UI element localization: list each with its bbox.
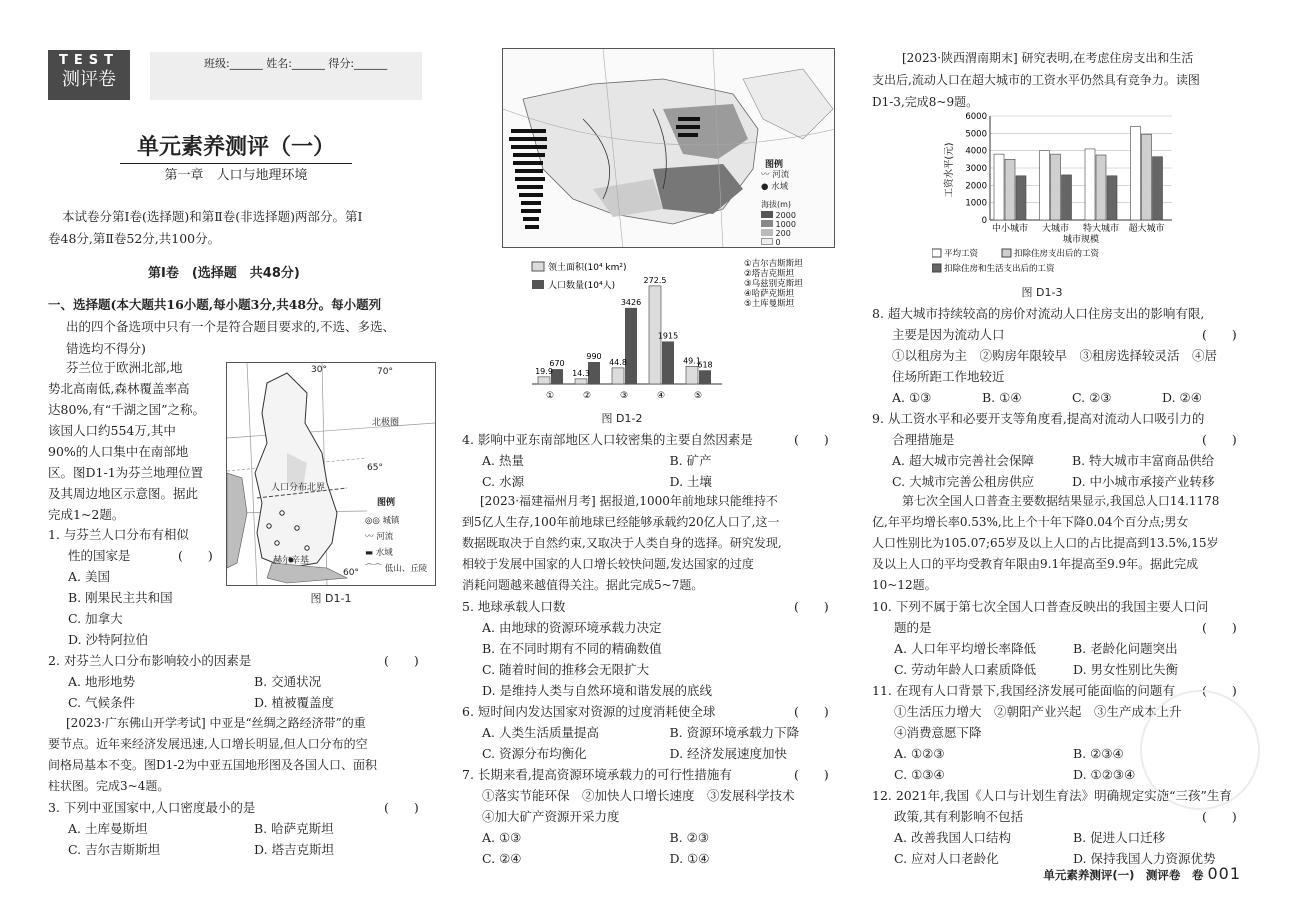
q1-paren: ( ) xyxy=(178,548,213,563)
section1-line-3: 错选均不得分) xyxy=(66,341,146,356)
q2-option-d: D. 植被覆盖度 xyxy=(254,695,335,710)
column-middle xyxy=(462,0,857,905)
q11-option-a: A. ①②③ xyxy=(894,746,945,761)
bar-area-label: 272.5 xyxy=(643,275,667,285)
q2-options-row-2 xyxy=(68,692,440,713)
legend-town-label: 城镇 xyxy=(382,516,400,526)
q7-items-1: ①落实节能环保 ②加快人口增长速度 ③发展科学技术 xyxy=(482,788,795,803)
legend-swatch xyxy=(932,249,941,257)
ca-line-2: 要节点。近年来经济发展迅速,人口增长明显,但人口分布的空 xyxy=(48,737,368,751)
q1-option-c: C. 加拿大 xyxy=(68,611,123,626)
y-axis-label: 工资水平(元) xyxy=(944,142,955,198)
fig1-caption: 图 D1-1 xyxy=(310,592,352,605)
legend-label: 扣除住房支出后的工资 xyxy=(1014,249,1100,259)
q9-stem-2: 合理措施是 xyxy=(892,432,955,447)
chart3-caption: 图 D1-3 xyxy=(1021,286,1063,299)
q4-option-c: C. 水源 xyxy=(482,474,525,489)
map2-legend-river-label: 河流 xyxy=(772,170,790,180)
q3-option-d: D. 塔吉克斯坦 xyxy=(254,842,335,857)
q3-option-c: C. 吉尔吉斯斯坦 xyxy=(68,842,161,857)
q10-option-a: A. 人口年平均增长率降低 xyxy=(894,641,1036,656)
q9-option-d: D. 中小城市承接产业转移 xyxy=(1072,474,1215,489)
q10-option-b: B. 老龄化问题突出 xyxy=(1073,641,1178,656)
elev-2000-label: 2000 xyxy=(775,211,796,220)
fz-line-2: 到5亿人生存,100年前地球已经能够承载约20亿人口了,这一 xyxy=(462,515,780,529)
q6-paren: ( ) xyxy=(794,704,829,719)
elev-200-label: 200 xyxy=(775,229,791,238)
x-tick-label: 特大城市 xyxy=(1082,224,1120,234)
q11-paren: ( ) xyxy=(1202,683,1237,698)
map2-legend xyxy=(761,169,789,193)
bar-area-label: 49.1 xyxy=(683,356,701,366)
q7-paren: ( ) xyxy=(794,767,829,782)
q1-option-b: B. 刚果民主共和国 xyxy=(68,590,173,605)
y-tick-label: 4000 xyxy=(965,146,987,157)
finland-map xyxy=(226,362,436,586)
logo-top-text: TEST xyxy=(59,53,119,68)
map2-legend-title: 图例 xyxy=(765,160,784,170)
map-legend-title: 图例 xyxy=(377,498,396,508)
q2-option-c: C. 气候条件 xyxy=(68,695,136,710)
ca-line-1: [2023·广东佛山开学考试] 中亚是“丝绸之路经济带”的重 xyxy=(66,716,366,730)
finland-line: 该国人口约554万,其中 xyxy=(48,423,176,438)
legend-water-label: 水域 xyxy=(375,548,393,558)
x-tick-label: ④ xyxy=(656,391,666,401)
map-label-pop-boundary: 人口分布北界 xyxy=(271,483,326,493)
q3-option-b: B. 哈萨克斯坦 xyxy=(254,821,334,836)
fz-line-5: 消耗问题越来越值得关注。据此完成5~7题。 xyxy=(462,578,704,592)
x-tick-label: ② xyxy=(582,391,592,401)
map-label-30: 30° xyxy=(311,365,327,375)
finland-line: 完成1~2题。 xyxy=(48,507,125,522)
footer-text: 单元素养测评(一) 测评卷 卷 xyxy=(1043,868,1204,882)
census-line-4: 及以上人口的平均受教育年限由9.1年提高至9.9年。据此完成 xyxy=(872,557,1199,571)
legend-area-swatch xyxy=(532,262,544,271)
chart-d1-2 xyxy=(522,256,832,416)
page-title: 单元素养测评（一） xyxy=(120,130,352,164)
country-key-item: ⑤土库曼斯坦 xyxy=(744,299,795,309)
x-tick-label: 中小城市 xyxy=(991,224,1029,234)
x-tick-label: 超大城市 xyxy=(1128,224,1165,234)
q8-option-a: A. ①③ xyxy=(892,390,932,405)
elev-1000 xyxy=(761,220,796,229)
map2-elev-scale xyxy=(761,211,796,247)
q9-stem-1: 9. 从工资水平和必要开支等角度看,提高对流动人口吸引力的 xyxy=(872,411,1205,426)
x-tick-label: ⑤ xyxy=(693,391,703,401)
finland-line: 芬兰位于欧洲北部,地 xyxy=(66,360,183,375)
q4-option-a: A. 热量 xyxy=(482,453,524,468)
q10-options-row-2 xyxy=(894,659,1252,680)
q3-option-a: A. 土库曼斯坦 xyxy=(68,821,148,836)
legend-label: 扣除住房和生活支出后的工资 xyxy=(944,264,1055,274)
bar-population xyxy=(699,370,711,384)
bar-area xyxy=(575,379,587,384)
wage-bar xyxy=(1085,149,1095,220)
intro-line-1: 本试卷分第Ⅰ卷(选择题)和第Ⅱ卷(非选择题)两部分。第Ⅰ xyxy=(62,209,363,224)
elev-0-label: 0 xyxy=(775,238,781,247)
logo-bottom-text: 测评卷 xyxy=(62,69,116,90)
q6-options-row-2 xyxy=(482,743,857,764)
q10-option-c: C. 劳动年龄人口素质降低 xyxy=(894,662,1037,677)
fz-line-1: [2023·福建福州月考] 据报道,1000年前地球只能维持不 xyxy=(480,494,778,508)
q8-options xyxy=(892,387,1252,408)
page-footer xyxy=(1043,864,1241,883)
q11-option-d: D. ①②③④ xyxy=(1073,767,1136,782)
intro-line-2: 卷48分,第Ⅱ卷52分,共100分。 xyxy=(48,231,221,246)
bar-pop-label: 670 xyxy=(549,359,565,369)
q6-option-a: A. 人类生活质量提高 xyxy=(482,725,599,740)
country-key-item: ①吉尔吉斯斯坦 xyxy=(744,259,803,269)
wage-bar xyxy=(1051,154,1061,220)
legend-water: ▬ 水域 xyxy=(365,548,393,558)
column-left xyxy=(48,0,440,905)
q4-stem: 4. 影响中亚东南部地区人口较密集的主要自然因素是 xyxy=(462,432,753,447)
q1-stem-1: 1. 与芬兰人口分布有相似 xyxy=(48,527,189,542)
q7-options-row-2 xyxy=(482,848,857,869)
x-tick-label: ① xyxy=(545,391,555,401)
map2-legend-water: ● 水域 xyxy=(761,182,789,192)
elev-0 xyxy=(761,238,796,247)
bar-pop-label: 1915 xyxy=(657,331,679,341)
country-key-item: ②塔吉克斯坦 xyxy=(744,269,795,279)
legend-swatch xyxy=(932,264,941,272)
q5-option-b: B. 在不同时期有不同的精确数值 xyxy=(482,641,662,656)
finland-line: 达80%,有“千湖之国”之称。 xyxy=(48,402,206,417)
elev-1000-label: 1000 xyxy=(775,220,796,229)
q10-paren: ( ) xyxy=(1202,620,1237,635)
elev-200 xyxy=(761,229,796,238)
q9-options-row-1 xyxy=(892,450,1252,471)
map2-legend-river: 〰 河流 xyxy=(761,170,790,180)
q2-option-b: B. 交通状况 xyxy=(254,674,322,689)
q9-option-b: B. 特大城市丰富商品供给 xyxy=(1072,453,1215,468)
bar-population xyxy=(662,341,674,384)
q2-option-a: A. 地形地势 xyxy=(68,674,135,689)
map-label-arctic: 北极圈 xyxy=(372,418,400,428)
fz-line-3: 数据既取决于自然约束,又取决于人类自身的选择。研究发现, xyxy=(462,536,782,550)
q9-option-c: C. 大城市完善公租房供应 xyxy=(892,474,1035,489)
q5-option-a: A. 由地球的资源环境承载力决定 xyxy=(482,620,662,635)
bar-area-label: 19.9 xyxy=(535,366,553,376)
legend-town: ◎◎ 城镇 xyxy=(365,516,400,526)
wage-bar xyxy=(1040,151,1050,220)
q3-options-row-1 xyxy=(68,818,440,839)
section1-line-1-text: 一、选择题(本大题共16小题,每小题3分,共48分。每小题列 xyxy=(48,297,382,312)
q9-option-a: A. 超大城市完善社会保障 xyxy=(892,453,1034,468)
bar-pop-label: 990 xyxy=(586,352,602,361)
q7-option-b: B. ②③ xyxy=(669,830,710,845)
q11-option-c: C. ①③④ xyxy=(894,767,945,782)
q8-items-2: 住场所距工作地较近 xyxy=(892,369,1005,384)
q7-stem: 7. 长期来看,提高资源环境承载力的可行性措施有 xyxy=(462,767,732,782)
part1-heading: 第Ⅰ卷 (选择题 共48分) xyxy=(148,266,300,281)
bar-area xyxy=(612,368,624,384)
page-number: 001 xyxy=(1207,864,1241,883)
chart-d1-2-svg xyxy=(522,256,832,416)
bar-pop-label: 3426 xyxy=(620,297,642,307)
q6-option-b: B. 资源环境承载力下降 xyxy=(669,725,800,740)
section1-line-2: 出的四个备选项中只有一个是符合题目要求的,不选、多选、 xyxy=(66,319,395,334)
q7-option-a: A. ①③ xyxy=(482,830,522,845)
bar-area xyxy=(686,366,698,384)
q11-items-2: ④消费意愿下降 xyxy=(894,725,982,740)
wage-bar xyxy=(1016,176,1026,220)
y-tick-label: 0 xyxy=(981,216,987,226)
legend-hills: ⌒⌒ 低山、丘陵 xyxy=(365,564,428,574)
q12-option-c: C. 应对人口老龄化 xyxy=(894,851,999,866)
ca-line-4: 柱状图。完成3~4题。 xyxy=(48,779,170,793)
q1-option-d: D. 沙特阿拉伯 xyxy=(68,632,149,647)
q3-options-row-2 xyxy=(68,839,440,860)
q7-option-d: D. ①④ xyxy=(669,851,710,866)
sx-line-2: 支出后,流动人口在超大城市的工资水平仍然具有竞争力。读图 xyxy=(872,73,1200,87)
q6-options-row-1 xyxy=(482,722,857,743)
q4-option-b: B. 矿产 xyxy=(669,453,712,468)
q12-option-a: A. 改善我国人口结构 xyxy=(894,830,1011,845)
q8-stem-2: 主要是因为流动人口 xyxy=(892,327,1005,342)
census-line-5: 10~12题。 xyxy=(872,578,937,592)
q1-stem-2: 性的国家是 xyxy=(68,548,131,563)
map-legend xyxy=(365,513,427,577)
q5-stem: 5. 地球承载人口数 xyxy=(462,599,566,614)
sx-line-1: [2023·陕西渭南期末] 研究表明,在考虑住房支出和生活 xyxy=(902,51,1194,65)
q5-option-c: C. 随着时间的推移会无限扩大 xyxy=(482,662,650,677)
q5-paren: ( ) xyxy=(794,599,829,614)
q4-options-row-2 xyxy=(482,471,857,492)
map-label-70: 70° xyxy=(377,367,393,377)
finland-passage xyxy=(48,357,223,525)
census-line-3: 人口性别比为105.07;65岁及以上人口的占比提高到13.5%,15岁 xyxy=(872,536,1219,550)
census-line-1: 第七次全国人口普查主要数据结果显示,我国总人口14.1178 xyxy=(902,494,1220,508)
finland-line: 势北高南低,森林覆盖率高 xyxy=(48,381,190,396)
country-key-item: ③乌兹别克斯坦 xyxy=(744,279,803,289)
fz-line-4: 相较于发展中国家的人口增长较快问题,发达国家的过度 xyxy=(462,557,754,571)
q12-stem-2: 政策,其有利影响不包括 xyxy=(894,809,1023,824)
q4-options-row-1 xyxy=(482,450,857,471)
ca-line-3: 间格局基本不变。图D1-2为中亚五国地形图及各国人口、面积 xyxy=(48,758,377,772)
map2-elev-title: 海拔(m) xyxy=(761,200,792,209)
map2-legend-water-label: 水域 xyxy=(771,182,789,192)
q4-option-d: D. 土壤 xyxy=(669,474,713,489)
q7-options-row-1 xyxy=(482,827,857,848)
page-subtitle: 第一章 人口与地理环境 xyxy=(164,168,308,183)
wage-bar xyxy=(1062,175,1072,220)
q7-items-2: ④加大矿产资源开采力度 xyxy=(482,809,620,824)
q11-option-b: B. ②③④ xyxy=(1073,746,1124,761)
q10-stem-2: 题的是 xyxy=(894,620,932,635)
finland-line: 及其周边地区示意图。据此 xyxy=(48,486,199,501)
wage-bar xyxy=(1142,134,1152,220)
map-label-65: 65° xyxy=(367,463,383,473)
q8-option-c: C. ②③ xyxy=(1072,390,1112,405)
q10-options-row-1 xyxy=(894,638,1252,659)
q8-items-1: ①以租房为主 ②购房年限较早 ③租房选择较灵活 ④居 xyxy=(892,348,1218,363)
q1-option-a: A. 美国 xyxy=(68,569,110,584)
y-tick-label: 2000 xyxy=(965,181,987,192)
finland-line: 90%的人口集中在南部地 xyxy=(48,444,189,459)
q3-stem: 3. 下列中亚国家中,人口密度最小的是 xyxy=(48,800,256,815)
bar-area-label: 44.8 xyxy=(609,357,627,367)
q12-option-b: B. 促进人口迁移 xyxy=(1073,830,1166,845)
q6-option-d: D. 经济发展速度加快 xyxy=(669,746,788,761)
census-line-2: 亿,年平均增长率0.53%,比上个十年下降0.04个百分点;男女 xyxy=(872,515,1189,529)
x-tick-label: 大城市 xyxy=(1041,224,1070,234)
q2-stem: 2. 对芬兰人口分布影响较小的因素是 xyxy=(48,653,252,668)
q9-paren: ( ) xyxy=(1202,432,1237,447)
finland-line: 区。图D1-1为芬兰地理位置 xyxy=(48,465,204,480)
q7-option-c: C. ②④ xyxy=(482,851,522,866)
q6-stem: 6. 短时间内发达国家对资源的过度消耗使全球 xyxy=(462,704,716,719)
legend-river: 〰 河流 xyxy=(365,532,394,542)
chart2-caption: 图 D1-2 xyxy=(601,412,643,425)
bar-area-label: 14.3 xyxy=(572,368,590,378)
q5-option-d: D. 是维持人类与自然环境和谐发展的底线 xyxy=(482,683,713,698)
sx-line-3: D1-3,完成8~9题。 xyxy=(872,95,979,109)
y-tick-label: 1000 xyxy=(965,198,987,209)
q11-items-1: ①生活压力增大 ②朝阳产业兴起 ③生产成本上升 xyxy=(894,704,1182,719)
bar-population xyxy=(625,308,637,384)
y-tick-label: 3000 xyxy=(965,164,987,174)
watermark-seal xyxy=(1140,690,1260,810)
x-axis-label: 城市规模 xyxy=(1062,235,1100,245)
bar-pop-label: 618 xyxy=(697,360,713,370)
q10-option-d: D. 男女性别比失衡 xyxy=(1073,662,1179,677)
q9-options-row-2 xyxy=(892,471,1252,492)
q10-stem-1: 10. 下列不属于第七次全国人口普查反映出的我国主要人口问 xyxy=(872,599,1209,614)
q8-option-d: D. ②④ xyxy=(1162,390,1202,405)
q12-stem-1: 12. 2021年,我国《人口与计划生育法》明确规定实施“三孩”生育 xyxy=(872,788,1232,803)
q12-paren: ( ) xyxy=(1202,809,1237,824)
q3-paren: ( ) xyxy=(384,800,419,815)
elev-2000 xyxy=(761,211,796,220)
q2-paren: ( ) xyxy=(384,653,419,668)
chart-d1-3-svg xyxy=(932,110,1182,285)
info-field-text: 班级:______ 姓名:______ 得分:______ xyxy=(204,57,388,70)
q4-paren: ( ) xyxy=(794,432,829,447)
legend-swatch xyxy=(1002,249,1011,257)
wage-bar xyxy=(1005,159,1015,220)
wage-bar xyxy=(1107,176,1117,220)
q11-stem: 11. 在现有人口背景下,我国经济发展可能面临的问题有 xyxy=(872,683,1175,698)
bar-area xyxy=(538,377,550,384)
q2-options-row-1 xyxy=(68,671,440,692)
q8-paren: ( ) xyxy=(1202,327,1237,342)
q12-options-row-1 xyxy=(894,827,1252,848)
map-label-60: 60° xyxy=(343,568,359,578)
chart-d1-3 xyxy=(932,110,1182,285)
legend-hills-label: 低山、丘陵 xyxy=(384,564,428,574)
wage-bar xyxy=(994,154,1004,220)
central-asia-map xyxy=(502,48,835,248)
country-key-item: ④哈萨克斯坦 xyxy=(744,289,795,299)
y-tick-label: 6000 xyxy=(965,112,987,122)
q12-option-d: D. 保持我国人力资源优势 xyxy=(1073,851,1216,866)
q8-stem-1: 8. 超大城市持续较高的房价对流动人口住房支出的影响有限, xyxy=(872,306,1205,321)
section1-line-1 xyxy=(48,294,381,315)
wage-bar xyxy=(1096,155,1106,220)
x-tick-label: ③ xyxy=(619,391,629,401)
legend-pop-swatch xyxy=(532,280,544,289)
q8-option-b: B. ①④ xyxy=(982,390,1022,405)
wage-bar xyxy=(1131,126,1141,220)
q6-option-c: C. 资源分布均衡化 xyxy=(482,746,587,761)
map-label-helsinki: 赫尔辛基 xyxy=(273,556,310,566)
legend-river-label: 河流 xyxy=(376,532,394,542)
legend-pop-label: 人口数量(10⁴人) xyxy=(548,281,616,291)
legend-label: 平均工资 xyxy=(944,249,979,259)
wage-bar xyxy=(1153,157,1163,220)
legend-area-label: 领土面积(10⁴ km²) xyxy=(548,263,627,273)
y-tick-label: 5000 xyxy=(965,129,987,140)
